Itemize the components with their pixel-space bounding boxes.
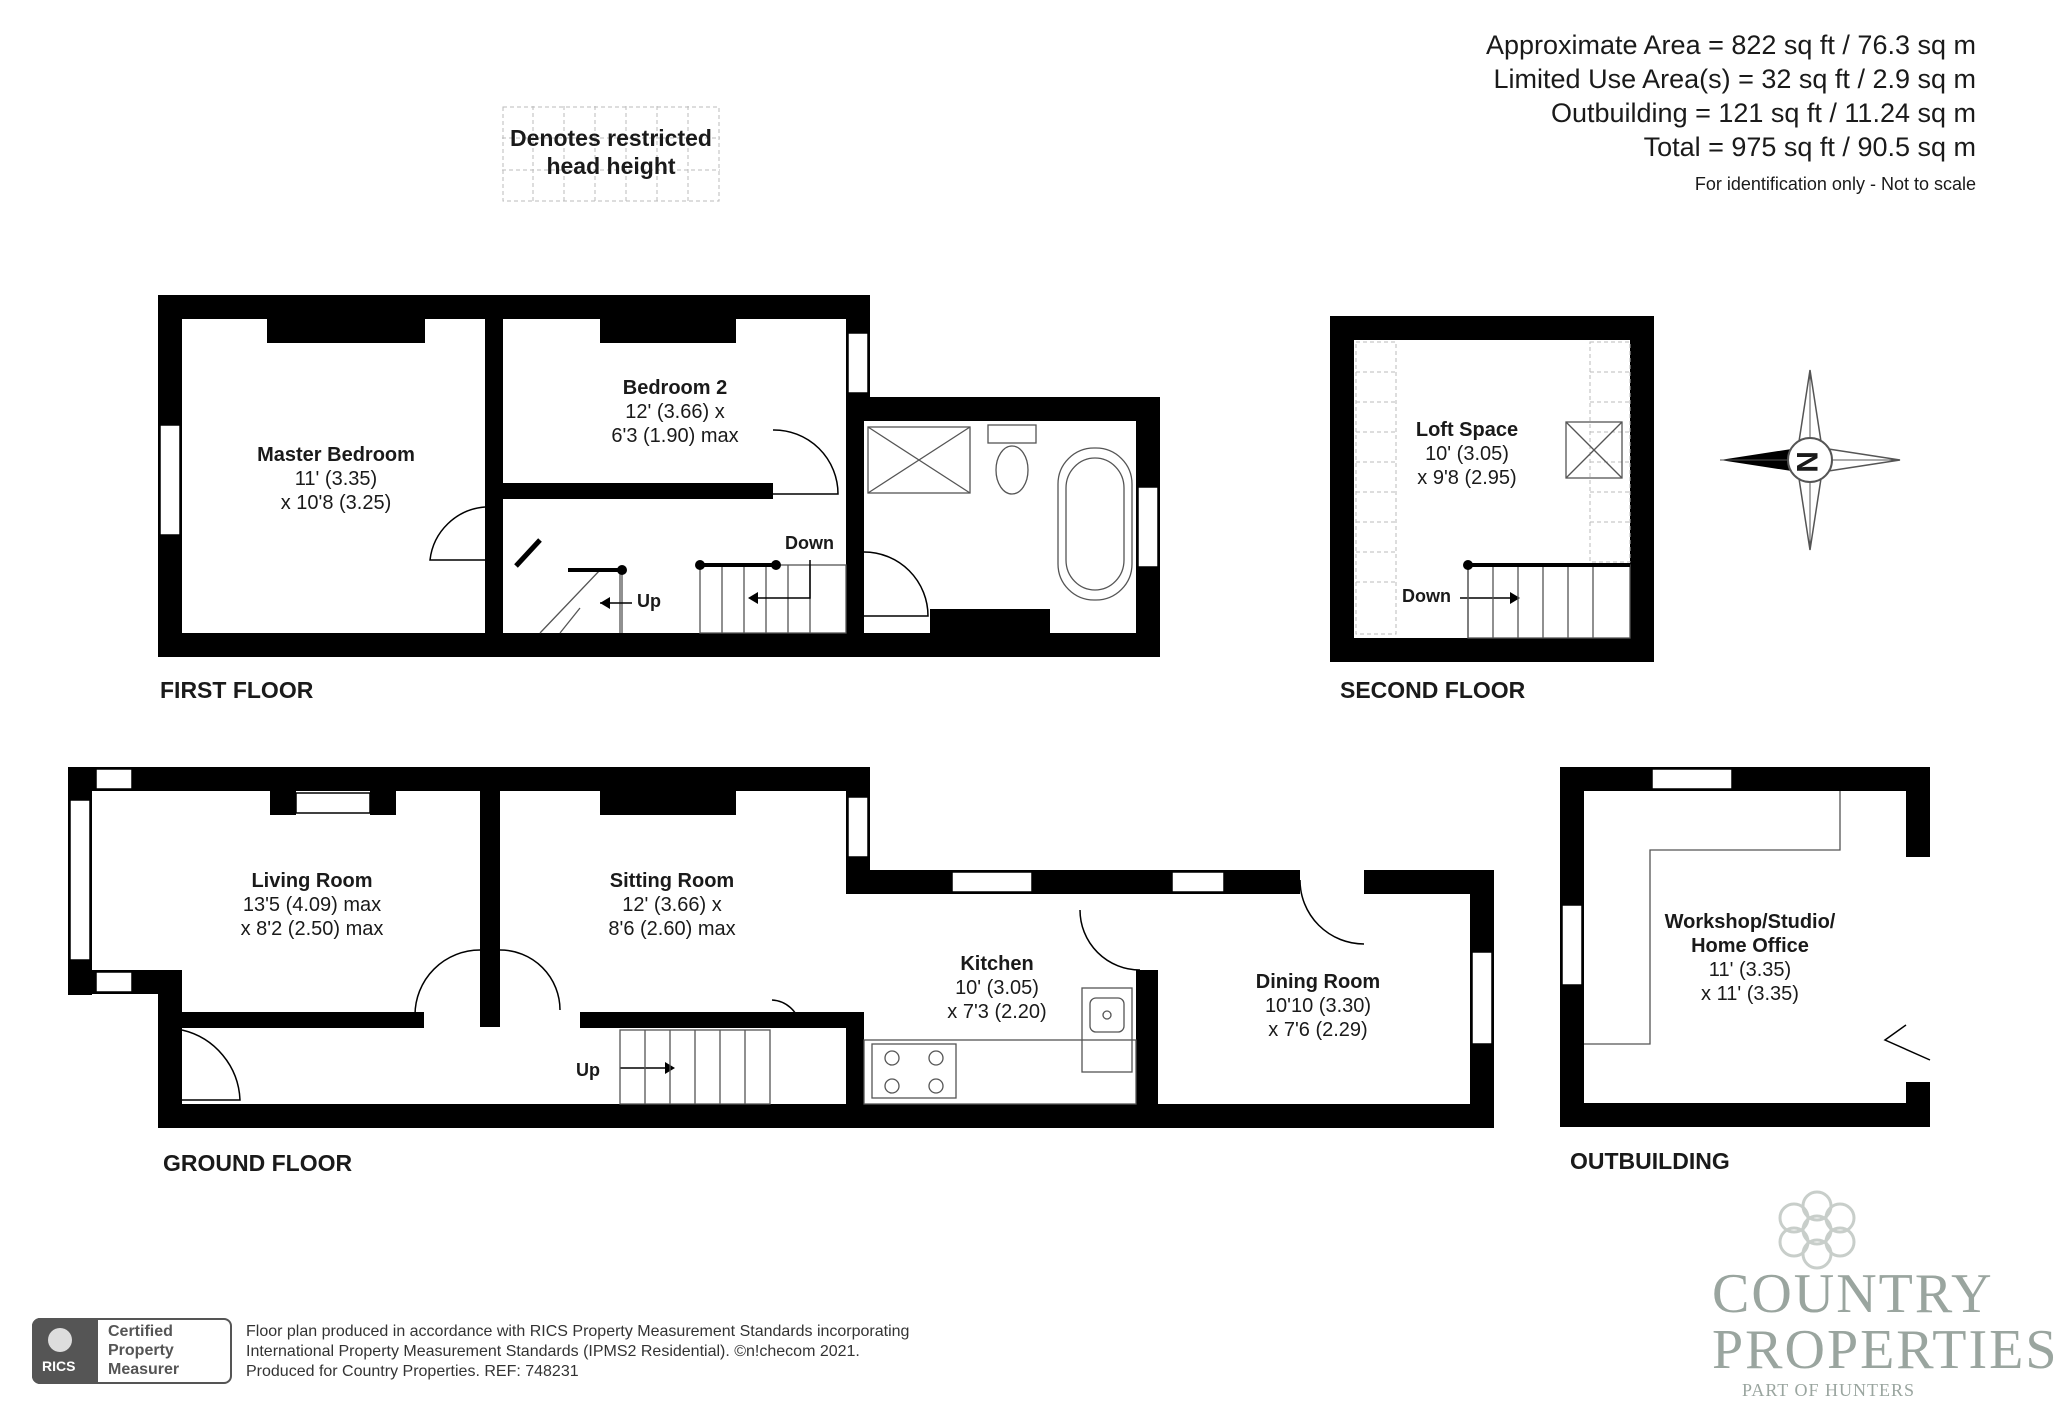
living-window-top: [96, 769, 132, 789]
rics-logo-icon: [48, 1328, 72, 1352]
master-window: [160, 425, 180, 535]
living-room-dim-2: x 8'2 (2.50) max: [240, 918, 384, 940]
kitchen-window: [952, 872, 1032, 892]
brand-flower-icon: [1772, 1190, 1862, 1270]
bedroom2-label: [611, 376, 738, 448]
loft-space-dim-2: x 9'8 (2.95): [1417, 467, 1517, 489]
ground-wall-bottom: [158, 1104, 1494, 1128]
first-floor-wall-bottom: [158, 633, 1160, 657]
master-bedroom-dim-1: 11' (3.35): [294, 468, 378, 490]
hall-wall-bottom-left: [182, 1012, 424, 1028]
bedroom2-dim-2: 6'3 (1.90) max: [611, 425, 739, 447]
bathroom-window: [1138, 487, 1158, 567]
loft-wall-top: [1330, 316, 1654, 340]
sitting-chimney: [600, 791, 736, 815]
sitting-room-name: Sitting Room: [609, 870, 735, 892]
bathroom-wall-top: [846, 397, 1160, 421]
sitting-door: [500, 950, 560, 1010]
loft-down-label: Down: [1402, 586, 1451, 606]
front-door: [182, 1030, 240, 1100]
sitting-room-label: [608, 869, 735, 941]
chimney-breast-2: [600, 319, 736, 343]
bath: [1058, 448, 1132, 600]
legend-line-2: head height: [546, 153, 676, 179]
limited-use-area: Limited Use Area(s) = 32 sq ft / 2.9 sq m: [1493, 64, 1976, 94]
toilet-cistern: [988, 425, 1036, 443]
kitchen-dim-2: x 7'3 (2.20): [947, 1001, 1047, 1023]
living-door: [415, 950, 480, 1015]
rics-line-2: Property: [108, 1342, 174, 1359]
dining-door-gap: [1300, 870, 1364, 894]
master-bedroom-dim-2: x 10'8 (3.25): [280, 492, 392, 514]
kitchen-left-wall: [846, 1012, 864, 1128]
master-bedroom-label: [257, 443, 415, 515]
loft-wall-bottom: [1330, 638, 1654, 662]
first-floor-title: FIRST FLOOR: [160, 677, 314, 703]
first-floor-divider-2: [846, 405, 864, 633]
outbuilding-wall-right-upper: [1906, 767, 1930, 857]
bath-door: [864, 552, 928, 616]
footer-line-1: Floor plan produced in accordance with RICS Property Measurement Standards incorporating: [246, 1323, 910, 1340]
loft-stair: [1468, 565, 1630, 638]
brand-country: COUNTRY: [1712, 1263, 1994, 1325]
dining-room-dim-2: x 7'6 (2.29): [1268, 1019, 1368, 1041]
rics-badge-text: RICS: [42, 1358, 76, 1374]
rics-line-3: Measurer: [108, 1361, 180, 1378]
loft-wall-left: [1330, 316, 1354, 662]
living-room-name: Living Room: [251, 870, 373, 892]
living-window-bottom: [96, 972, 132, 992]
kitchen-right-wall: [1136, 970, 1158, 1128]
sitting-room-dim-2: 8'6 (2.60) max: [608, 918, 736, 940]
outbuilding-wall-bottom: [1560, 1103, 1930, 1127]
kitchen-hob: [872, 1044, 956, 1098]
ground-divider: [480, 791, 500, 1027]
bed2-door: [773, 430, 838, 494]
kitchen-dim-1: 10' (3.05): [955, 977, 1039, 999]
kitchen-door: [1080, 910, 1140, 970]
bedroom2-dim-1: 12' (3.66) x: [625, 401, 725, 423]
approximate-area: Approximate Area = 822 sq ft / 76.3 sq m: [1485, 30, 1976, 60]
outbuilding-wall-top: [1560, 767, 1930, 791]
hall-wall-bottom-right: [580, 1012, 846, 1028]
outbuilding-title: OUTBUILDING: [1570, 1148, 1730, 1174]
living-window-bay: [70, 800, 90, 960]
living-fireplace: [296, 793, 370, 813]
ground-floor-title: GROUND FLOOR: [163, 1150, 353, 1176]
workshop-dim-2: x 11' (3.35): [1701, 983, 1799, 1005]
brand-properties: PROPERTIES: [1712, 1319, 2058, 1381]
living-room-label: [241, 869, 384, 941]
outbuilding-door: [1885, 1025, 1930, 1060]
first-floor-wall-top-left: [158, 295, 870, 319]
workshop-name-2: Home Office: [1691, 935, 1809, 957]
master-door: [430, 507, 485, 560]
total-area: Total = 975 sq ft / 90.5 sq m: [1643, 132, 1976, 162]
living-chimney-2: [370, 791, 396, 815]
chimney-breast-1: [267, 319, 425, 343]
rics-badge: [32, 1318, 232, 1386]
legend-line-1: Denotes restricted: [510, 125, 712, 151]
workshop-label: [1665, 910, 1836, 1006]
kitchen-name: Kitchen: [960, 953, 1034, 975]
sitting-window: [848, 797, 868, 857]
outbuilding-window-top: [1652, 769, 1732, 789]
sitting-room-dim-1: 12' (3.66) x: [622, 894, 722, 916]
living-chimney: [270, 791, 296, 815]
outbuilding-area: Outbuilding = 121 sq ft / 11.24 sq m: [1550, 98, 1976, 128]
dining-window: [1172, 872, 1224, 892]
loft-wall-right: [1630, 316, 1654, 662]
dining-room-label: [1256, 970, 1380, 1042]
workshop-dim-1: 11' (3.35): [1708, 959, 1792, 981]
not-to-scale-note: For identification only - Not to scale: [1694, 174, 1976, 194]
kitchen-label: [947, 952, 1046, 1024]
loft-space-dim-1: 10' (3.05): [1425, 443, 1509, 465]
dining-room-name: Dining Room: [1255, 971, 1381, 993]
footer-line-2: International Property Measurement Standards (IPMS2 Residential). ©n!checom 2021.: [246, 1343, 860, 1360]
bedroom2-bottom-wall: [485, 483, 773, 499]
ground-wall-top: [68, 767, 870, 791]
rics-line-1: Certified: [108, 1323, 173, 1340]
living-room-dim-1: 13'5 (4.09) max: [242, 894, 382, 916]
toilet-bowl: [996, 446, 1028, 494]
footer-line-3: Produced for Country Properties. REF: 748231: [246, 1363, 579, 1380]
bedroom2-name: Bedroom 2: [622, 377, 728, 399]
outbuilding-wall-right-lower: [1906, 1082, 1930, 1127]
compass-north-label: N: [1789, 451, 1823, 473]
loft-space-label: [1416, 418, 1518, 490]
first-floor-down-label: Down: [785, 533, 834, 553]
outbuilding-window-left: [1562, 905, 1582, 985]
footer-note: [246, 1322, 909, 1382]
first-floor-divider-1: [485, 295, 503, 635]
first-floor-up-label: Up: [637, 591, 661, 611]
loft-restricted-left: [1356, 342, 1396, 634]
loft-space-name: Loft Space: [1415, 419, 1519, 441]
brand-part-of-hunters: PART OF HUNTERS: [1742, 1380, 1915, 1400]
ground-up-label: Up: [576, 1060, 600, 1080]
workshop-name-1: Workshop/Studio/: [1664, 911, 1836, 933]
master-bedroom-name: Master Bedroom: [257, 444, 415, 466]
dining-side-window: [1472, 952, 1492, 1044]
dining-room-dim-1: 10'10 (3.30): [1264, 995, 1372, 1017]
kitchen-sink: [1082, 988, 1132, 1072]
second-floor-title: SECOND FLOOR: [1340, 677, 1526, 703]
bathroom-chimney: [930, 609, 1050, 633]
bed2-window: [848, 333, 868, 393]
